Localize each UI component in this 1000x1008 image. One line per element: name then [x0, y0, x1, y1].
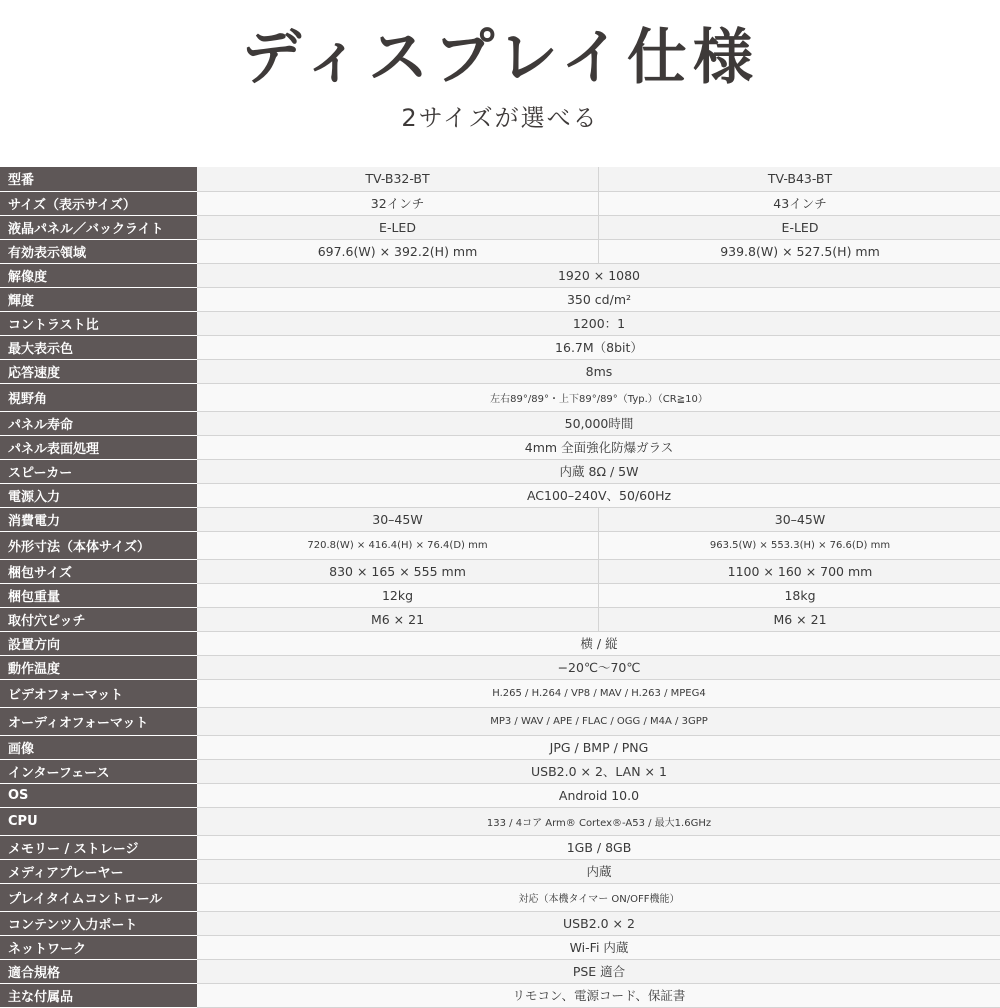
spec-row: [0, 459, 1000, 483]
spec-value-common: 1200：1: [197, 311, 1000, 335]
spec-value-32: 830 × 165 × 555 mm: [197, 559, 599, 583]
spec-label: 視野角: [0, 383, 197, 411]
spec-value-43: 1100 × 160 × 700 mm: [599, 559, 1000, 583]
spec-row: [0, 483, 1000, 507]
spec-value-common: 1GB / 8GB: [197, 835, 1000, 859]
spec-label: OS: [0, 783, 197, 807]
spec-value-common: 対応（本機タイマー ON/OFF機能）: [197, 883, 1000, 911]
spec-row: [0, 935, 1000, 959]
spec-value-32: 720.8(W) × 416.4(H) × 76.4(D) mm: [197, 531, 599, 559]
spec-row: [0, 959, 1000, 983]
spec-label: 主な付属品: [0, 983, 197, 1007]
spec-row: [0, 607, 1000, 631]
spec-value-32: E-LED: [197, 215, 599, 239]
spec-row: [0, 263, 1000, 287]
spec-label: 適合規格: [0, 959, 197, 983]
spec-label: メディアプレーヤー: [0, 859, 197, 883]
spec-row: [0, 383, 1000, 411]
spec-table: [0, 167, 1000, 1008]
spec-row: [0, 311, 1000, 335]
spec-value-common: 133 / 4コア Arm® Cortex®-A53 / 最大1.6GHz: [197, 807, 1000, 835]
spec-value-32: 697.6(W) × 392.2(H) mm: [197, 239, 599, 263]
spec-label: 有効表示領域: [0, 239, 197, 263]
spec-value-32: 12kg: [197, 583, 599, 607]
spec-value-common: 50,000時間: [197, 411, 1000, 435]
spec-row: [0, 631, 1000, 655]
spec-label: 設置方向: [0, 631, 197, 655]
page-subtitle: 2サイズが選べる: [0, 100, 1000, 136]
spec-row: [0, 507, 1000, 531]
spec-row: [0, 655, 1000, 679]
spec-value-common: USB2.0 × 2: [197, 911, 1000, 935]
spec-table-body: [0, 167, 1000, 1007]
spec-row: [0, 411, 1000, 435]
spec-value-common: H.265 / H.264 / VP8 / MAV / H.263 / MPEG4: [197, 679, 1000, 707]
spec-label: CPU: [0, 807, 197, 835]
spec-value-common: 350 cd/m²: [197, 287, 1000, 311]
spec-row: [0, 531, 1000, 559]
spec-label: 外形寸法（本体サイズ）: [0, 531, 197, 559]
spec-value-common: −20℃〜70℃: [197, 655, 1000, 679]
spec-row: [0, 335, 1000, 359]
spec-value-common: Wi-Fi 内蔵: [197, 935, 1000, 959]
spec-label: スピーカー: [0, 459, 197, 483]
spec-label: 取付穴ピッチ: [0, 607, 197, 631]
spec-label: インターフェース: [0, 759, 197, 783]
spec-row: [0, 167, 1000, 191]
spec-label: 解像度: [0, 263, 197, 287]
spec-value-43: 30–45W: [599, 507, 1000, 531]
spec-value-43: M6 × 21: [599, 607, 1000, 631]
spec-value-common: リモコン、電源コード、保証書: [197, 983, 1000, 1007]
spec-value-43: TV-B43-BT: [599, 167, 1000, 191]
spec-label: 梱包重量: [0, 583, 197, 607]
spec-value-common: PSE 適合: [197, 959, 1000, 983]
page-title: ディスプレイ仕様: [0, 18, 1000, 98]
spec-label: 輝度: [0, 287, 197, 311]
spec-row: [0, 215, 1000, 239]
spec-label: 消費電力: [0, 507, 197, 531]
spec-value-common: 左右89°/89°・上下89°/89°（Typ.）（CR≧10）: [197, 383, 1000, 411]
spec-value-43: 18kg: [599, 583, 1000, 607]
spec-row: [0, 911, 1000, 935]
spec-label: 型番: [0, 167, 197, 191]
spec-label: サイズ（表示サイズ）: [0, 191, 197, 215]
spec-value-common: USB2.0 × 2、LAN × 1: [197, 759, 1000, 783]
spec-label: オーディオフォーマット: [0, 707, 197, 735]
spec-value-43: 963.5(W) × 553.3(H) × 76.6(D) mm: [599, 531, 1000, 559]
spec-label: ネットワーク: [0, 935, 197, 959]
spec-value-common: 8ms: [197, 359, 1000, 383]
spec-row: [0, 583, 1000, 607]
spec-label: プレイタイムコントロール: [0, 883, 197, 911]
spec-value-common: 内蔵: [197, 859, 1000, 883]
spec-label: ビデオフォーマット: [0, 679, 197, 707]
spec-row: [0, 707, 1000, 735]
spec-label: メモリー / ストレージ: [0, 835, 197, 859]
spec-row: [0, 735, 1000, 759]
spec-row: [0, 807, 1000, 835]
spec-value-43: E-LED: [599, 215, 1000, 239]
spec-value-common: MP3 / WAV / APE / FLAC / OGG / M4A / 3GPP: [197, 707, 1000, 735]
spec-label: 画像: [0, 735, 197, 759]
spec-value-32: M6 × 21: [197, 607, 599, 631]
spec-value-common: 内蔵 8Ω / 5W: [197, 459, 1000, 483]
spec-value-43: 43インチ: [599, 191, 1000, 215]
spec-value-32: 30–45W: [197, 507, 599, 531]
spec-label: パネル寿命: [0, 411, 197, 435]
spec-row: [0, 883, 1000, 911]
spec-label: コントラスト比: [0, 311, 197, 335]
spec-value-common: 横 / 縦: [197, 631, 1000, 655]
spec-row: [0, 359, 1000, 383]
spec-value-32: TV-B32-BT: [197, 167, 599, 191]
spec-row: [0, 835, 1000, 859]
spec-label: パネル表面処理: [0, 435, 197, 459]
spec-label: 電源入力: [0, 483, 197, 507]
spec-label: 動作温度: [0, 655, 197, 679]
spec-value-common: 1920 × 1080: [197, 263, 1000, 287]
spec-label: 応答速度: [0, 359, 197, 383]
spec-label: 液晶パネル／バックライト: [0, 215, 197, 239]
spec-row: [0, 191, 1000, 215]
spec-value-common: JPG / BMP / PNG: [197, 735, 1000, 759]
spec-value-43: 939.8(W) × 527.5(H) mm: [599, 239, 1000, 263]
spec-row: [0, 983, 1000, 1007]
spec-row: [0, 859, 1000, 883]
spec-value-common: Android 10.0: [197, 783, 1000, 807]
spec-label: コンテンツ入力ポート: [0, 911, 197, 935]
spec-label: 最大表示色: [0, 335, 197, 359]
spec-value-common: AC100–240V、50/60Hz: [197, 483, 1000, 507]
spec-row: [0, 759, 1000, 783]
spec-value-common: 16.7M（8bit）: [197, 335, 1000, 359]
spec-row: [0, 239, 1000, 263]
spec-row: [0, 287, 1000, 311]
spec-value-common: 4mm 全面強化防爆ガラス: [197, 435, 1000, 459]
spec-row: [0, 679, 1000, 707]
spec-row: [0, 783, 1000, 807]
spec-row: [0, 435, 1000, 459]
spec-label: 梱包サイズ: [0, 559, 197, 583]
spec-value-32: 32インチ: [197, 191, 599, 215]
spec-row: [0, 559, 1000, 583]
